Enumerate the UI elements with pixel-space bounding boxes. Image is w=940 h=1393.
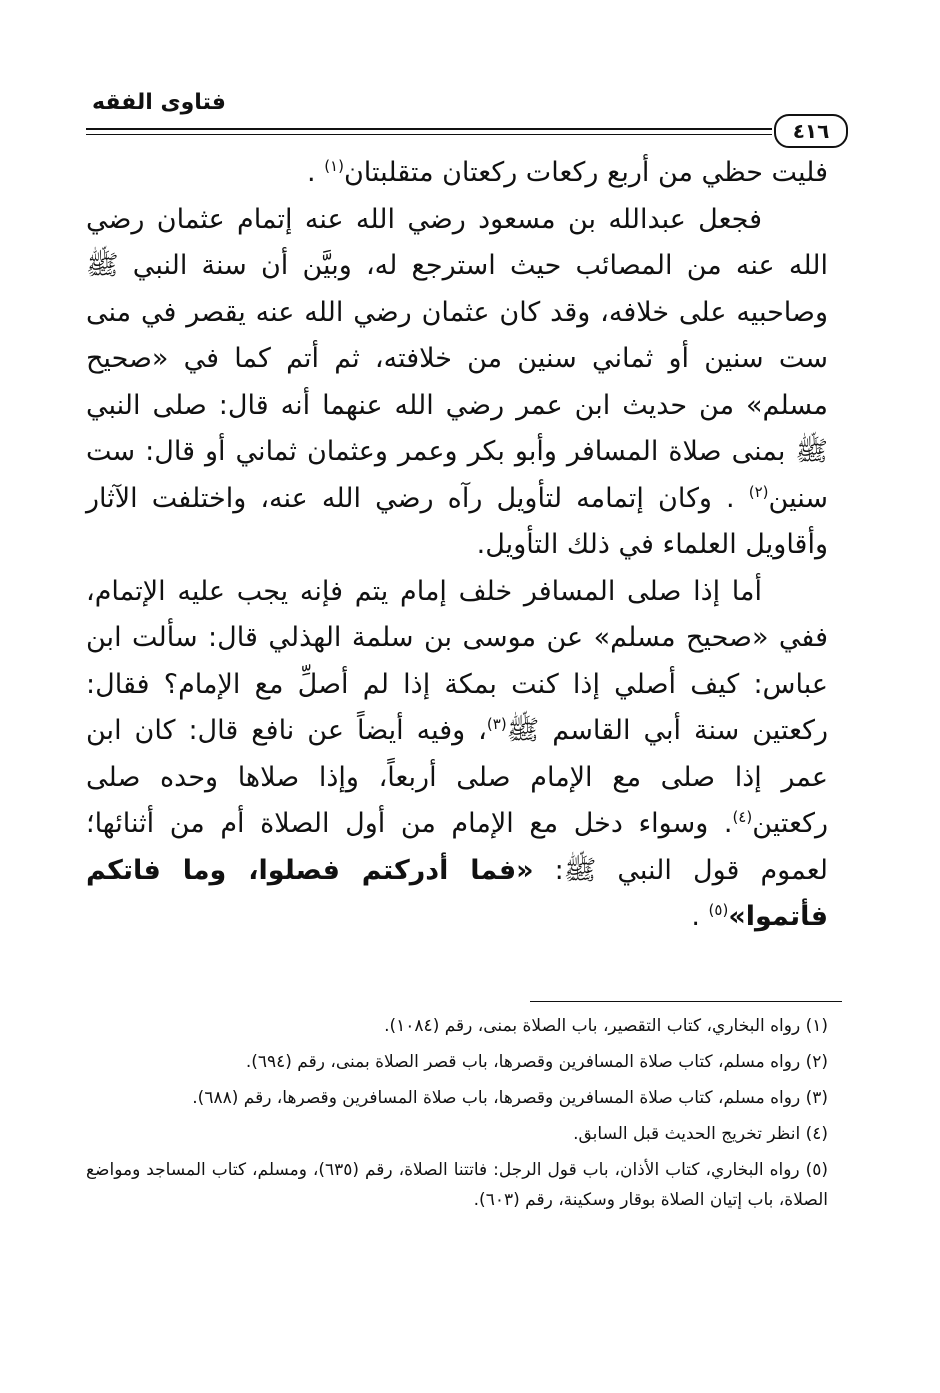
header-rule-thin [86,134,772,135]
paragraph-3: أما إذا صلى المسافر خلف إمام يتم فإنه يجب عليه الإتمام، ففي «صحيح مسلم» عن موسى بن سلمة الهذلي قال: سألت ابن عباس: كيف أصلي إذا كنت بمكة إذا لم أصلِّ مع الإمام؟ فقال: ركعتين سنة أبي القاسم ﷺ$^{(٣)}$، وفيه أيضاً عن نافع قال: كان ابن عمر إذا صلى مع الإمام صلى أربعاً، وإذا صلاها وحده صلى ركعتين$^{(٤)}$. وسواء دخل مع الإمام من أول الصلاة أم من أثنائها؛ لعموم قول النبي ﷺ: «فما أدركتم فصلوا، وما فاتكم فأتموا»$^{(٥)}$ . [86,575,828,932]
page-header [86,84,848,148]
footnote-ref-4: (٤) [732,808,753,826]
footnote-separator [530,1001,842,1002]
footnote-3: (٣) رواه مسلم، كتاب صلاة المسافرين وقصرها، باب صلاة المسافرين وقصرها، رقم (٦٨٨). [192,1088,828,1108]
hadith-quote: «فما أدركتم فصلوا، وما فاتكم فأتموا» [86,854,828,932]
footnote-4: (٤) انظر تخريج الحديث قبل السابق. [573,1124,828,1144]
header-rule [86,128,772,130]
footnote-2: (٢) رواه مسلم، كتاب صلاة المسافرين وقصرها، باب قصر الصلاة بمنى، رقم (٦٩٤). [245,1052,828,1072]
footnote-ref-2: (٢) [748,482,769,501]
footnote-5: (٥) رواه البخاري، كتاب الأذان، باب قول الرجل: فاتتنا الصلاة، رقم (٦٣٥)، ومسلم، كتاب المساجد ومواضع الصلاة، باب إتيان الصلاة بوقار وسكينة، رقم (٦٠٣). [86,1160,828,1210]
footnote-ref-3: (٣) [486,715,507,733]
page-number: ٤١٦ [774,114,848,148]
main-text [86,150,828,941]
footnotes [86,1011,828,1221]
footnote-ref-5: (٥) [708,901,729,919]
footnote-1: (١) رواه البخاري، كتاب التقصير، باب الصلاة بمنى، رقم (١٠٨٤). [384,1016,828,1036]
footnote-ref-1: (١) [324,157,344,175]
book-title: فتاوى الفقه [92,90,226,115]
paragraph-1: فليت حظي من أربع ركعات ركعتان متقلبتان$^{(١)}$ . [307,157,828,188]
paragraph-2: فجعل عبدالله بن مسعود رضي الله عنه إتمام عثمان رضي الله عنه من المصائب حيث استرجع له، وبيَّن أن سنة النبي ﷺ وصاحبيه على خلافه، وقد كان عثمان رضي الله عنه يقصر في منى ست سنين أو ثماني سنين من خلافته، ثم أتم كما في «صحيح مسلم» من حديث ابن عمر رضي الله عنهما أنه قال: صلى النبي ﷺ بمنى صلاة المسافر وأبو بكر وعمر وعثمان ثماني أو قال: ست سنين$^{(٢)}$ . وكان إتمامه لتأويل رآه رضي الله عنه، واختلفت الآثار وأقاويل العلماء في ذلك التأويل. [86,203,828,560]
